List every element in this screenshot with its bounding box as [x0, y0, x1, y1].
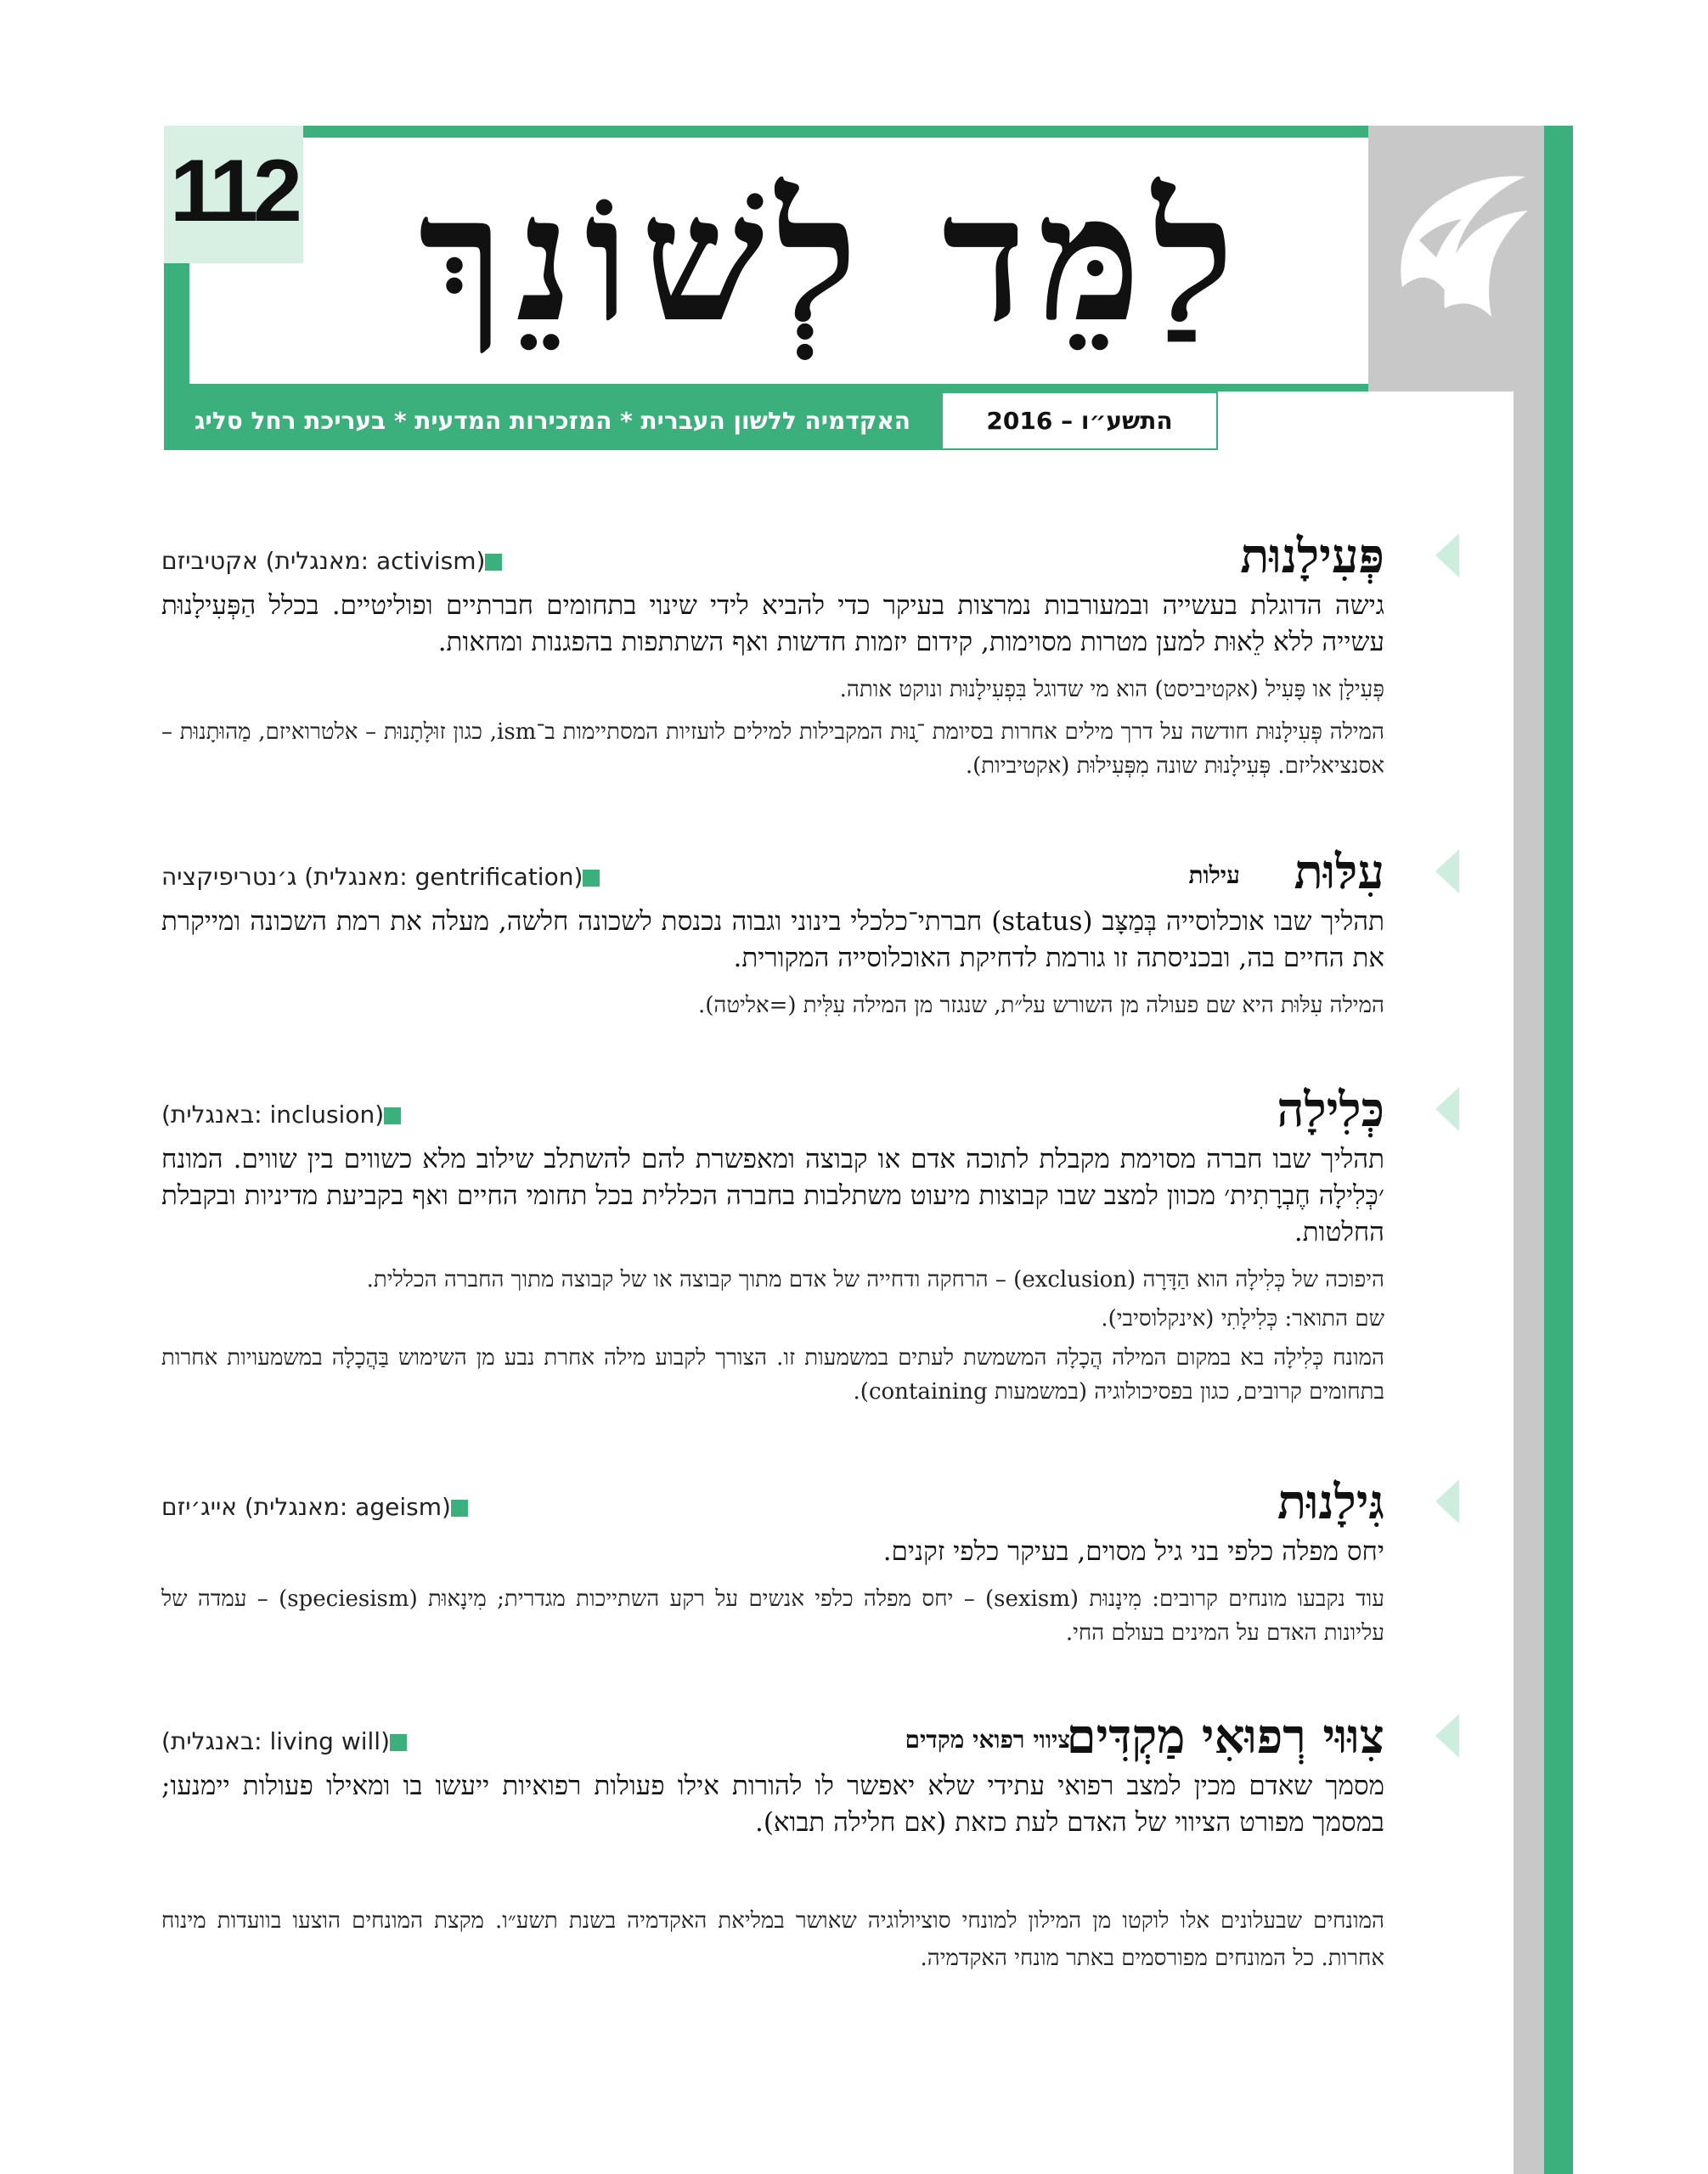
square-bullet-icon: [583, 870, 600, 887]
entry-definition: יחס מפלה כלפי בני גיל מסוים, בעיקר כלפי זקנים.: [882, 1536, 1384, 1567]
entry-note: פְּעִילָן או פָּעִיל (אקטיביסט) הוא מי שדוגל בִּפְעִילָנוּת ונוקט אותה.: [839, 677, 1384, 702]
square-bullet-icon: [390, 1734, 407, 1751]
entry-note: המילה פְּעִילָנוּת חודשה על דרך מילים אחרות בסיומת ־ָנוּת המקבילות למילים לועזיות המסתיימות ב־ism, כגון זוּלָתָנוּת – אלטרואיזם, מַהוּתָנוּת – אסנציאליזם. פְּעִילָנוּת שונה מִפְּעִילוּת (אקטיביות).: [161, 719, 1384, 779]
entry-definition: גישה הדוגלת בעשייה ובמעורבות נמרצות בעיקר כדי להביא לידי שינוי בתחומים חברתיים ופוליטיים. בכלל הַפְּעִילָנוּת עשייה ללא לֵאוּת למען מטרות מסוימות, קידום יזמות חדשות ואף השתתפות בהפגנות ומחאות.: [161, 590, 1384, 657]
entry-definition: תהליך שבו אוכלוסייה בְּמַצָּב (status) חברתי־כלכלי בינוני וגבוה נכנסת לשכונה חלשה, מעלה את רמת השכונה ומייקרת את החיים בה, ובכניסתה זו גורמת לדחיקת האוכלוסייה המקורית.: [161, 906, 1384, 973]
square-bullet-icon: [451, 1500, 468, 1517]
issue-number: 112: [170, 142, 297, 240]
entry-english: (באנגלית: inclusion): [161, 1101, 416, 1129]
entry-alt-spelling: ציווי רפואי מקדים: [905, 1726, 1070, 1754]
entry-term: גִּילָנוּת: [1277, 1474, 1384, 1530]
academy-logo-icon: [1385, 160, 1530, 329]
entry-ilut: [161, 842, 1384, 1022]
academy-logo: [1368, 126, 1544, 391]
entry-definition: מסמך שאדם מכין למצב רפואי עתידי שלא יאפשר לו להורות אילו פעולות רפואיות ייעשו בו ומאילו פעולות יימנעו; במסמך מפורט הציווי של האדם לעת כזאת (אם חלילה תבוא).: [161, 1771, 1384, 1838]
entry-term: צִוּוּי רְפוּאִי מַקְדִּים: [1066, 1709, 1384, 1765]
entry-klila: [161, 1080, 1384, 1409]
footer-note: המונחים שבעלונים אלו לוקטו מן המילון למונחי סוציולוגיה שאושר במליאת האקדמיה בשנת תשע״ו. מקצת המונחים הוצעו בוועדות מינוח אחרות. כל המונחים מפורסמים באתר מונחי האקדמיה.: [161, 1908, 1384, 1971]
entry-english: אייג׳יזם (מאנגלית: ageism): [161, 1493, 483, 1521]
issue-date: התשע״ו – 2016: [941, 391, 1218, 450]
entry-marker: [1435, 1714, 1459, 1758]
entry-note: המילה עִלּוּת היא שם פעולה מן השורש על״ת, שנגזר מן המילה עִלִּית (=אליטה).: [697, 993, 1384, 1018]
entry-marker: [1435, 1479, 1459, 1523]
publisher-line: האקדמיה ללשון העברית * המזכירות המדעית * בעריכת רחל סליג: [164, 391, 941, 450]
entry-note: עוד נקבעו מונחים קרובים: מִינָנוּת (sexism) – יחס מפלה כלפי אנשים על רקע השתייכות מגדרית; מִינָאוּת (speciesism) – עמדה של עליונות האדם על המינים בעולם החי.: [161, 1586, 1385, 1646]
entry-term: פְּעִילָנוּת: [1240, 528, 1384, 584]
square-bullet-icon: [384, 1107, 401, 1124]
entry-gilanut: [161, 1473, 1384, 1650]
entry-paalanut: [161, 527, 1384, 783]
entry-note: שם התואר: כְּלִילָתִי (אינקלוסיבי).: [1101, 1306, 1384, 1332]
entry-alt-spelling: עילות: [1188, 861, 1240, 889]
entry-note: המונח כְּלִילָה בא במקום המילה הֲכָלָה המשמשת לעתים במשמעות זו. הצורך לקבוע מילה אחרת נבע מן השימוש בַּהֲכָלָה במשמעויות אחרות בתחומים קרובים, כגון בפסיכולוגיה (במשמעות containing).: [161, 1345, 1385, 1405]
entry-marker: [1435, 1087, 1459, 1131]
header-frame-left: [164, 263, 189, 391]
masthead-title: לַמֵּד לְשׁוֹנֵךְ: [418, 157, 1247, 361]
issue-number-box: [164, 126, 303, 263]
right-side-gray-band: [1514, 391, 1544, 2174]
entry-term: כְּלִילָה: [1277, 1082, 1384, 1138]
entry-term: עִלּוּת: [1294, 844, 1384, 900]
entry-english: ג׳נטריפיקציה (מאנגלית: gentrification): [161, 863, 615, 891]
entry-definition: תהליך שבו חברה מסוימת מקבלת לתוכה אדם או קבוצה ומאפשרת להם להשתלב שילוב מלא כשווים בין שווים. המונח ׳כְּלִילָה חֶבְרָתִית׳ מכוון למצב שבו קבוצות מיעוט משתלבות בחברה הכללית בכל תחומי החיים ואף בקביעת מדיניות ובקבלת החלטות.: [161, 1144, 1384, 1248]
entry-marker: [1435, 849, 1459, 893]
square-bullet-icon: [485, 554, 502, 571]
entry-marker: [1435, 533, 1459, 577]
entry-living-will: [161, 1707, 1384, 1841]
entry-note: היפוכה של כְּלִילָה הוא הַדָּרָה (exclusion) – הרחקה ודחייה של אדם מתוך קבוצה או של קבוצה מתוך החברה הכללית.: [366, 1267, 1384, 1293]
entry-english: (באנגלית: living will): [161, 1727, 422, 1755]
entry-english: אקטיביזם (מאנגלית: activism): [161, 547, 517, 575]
